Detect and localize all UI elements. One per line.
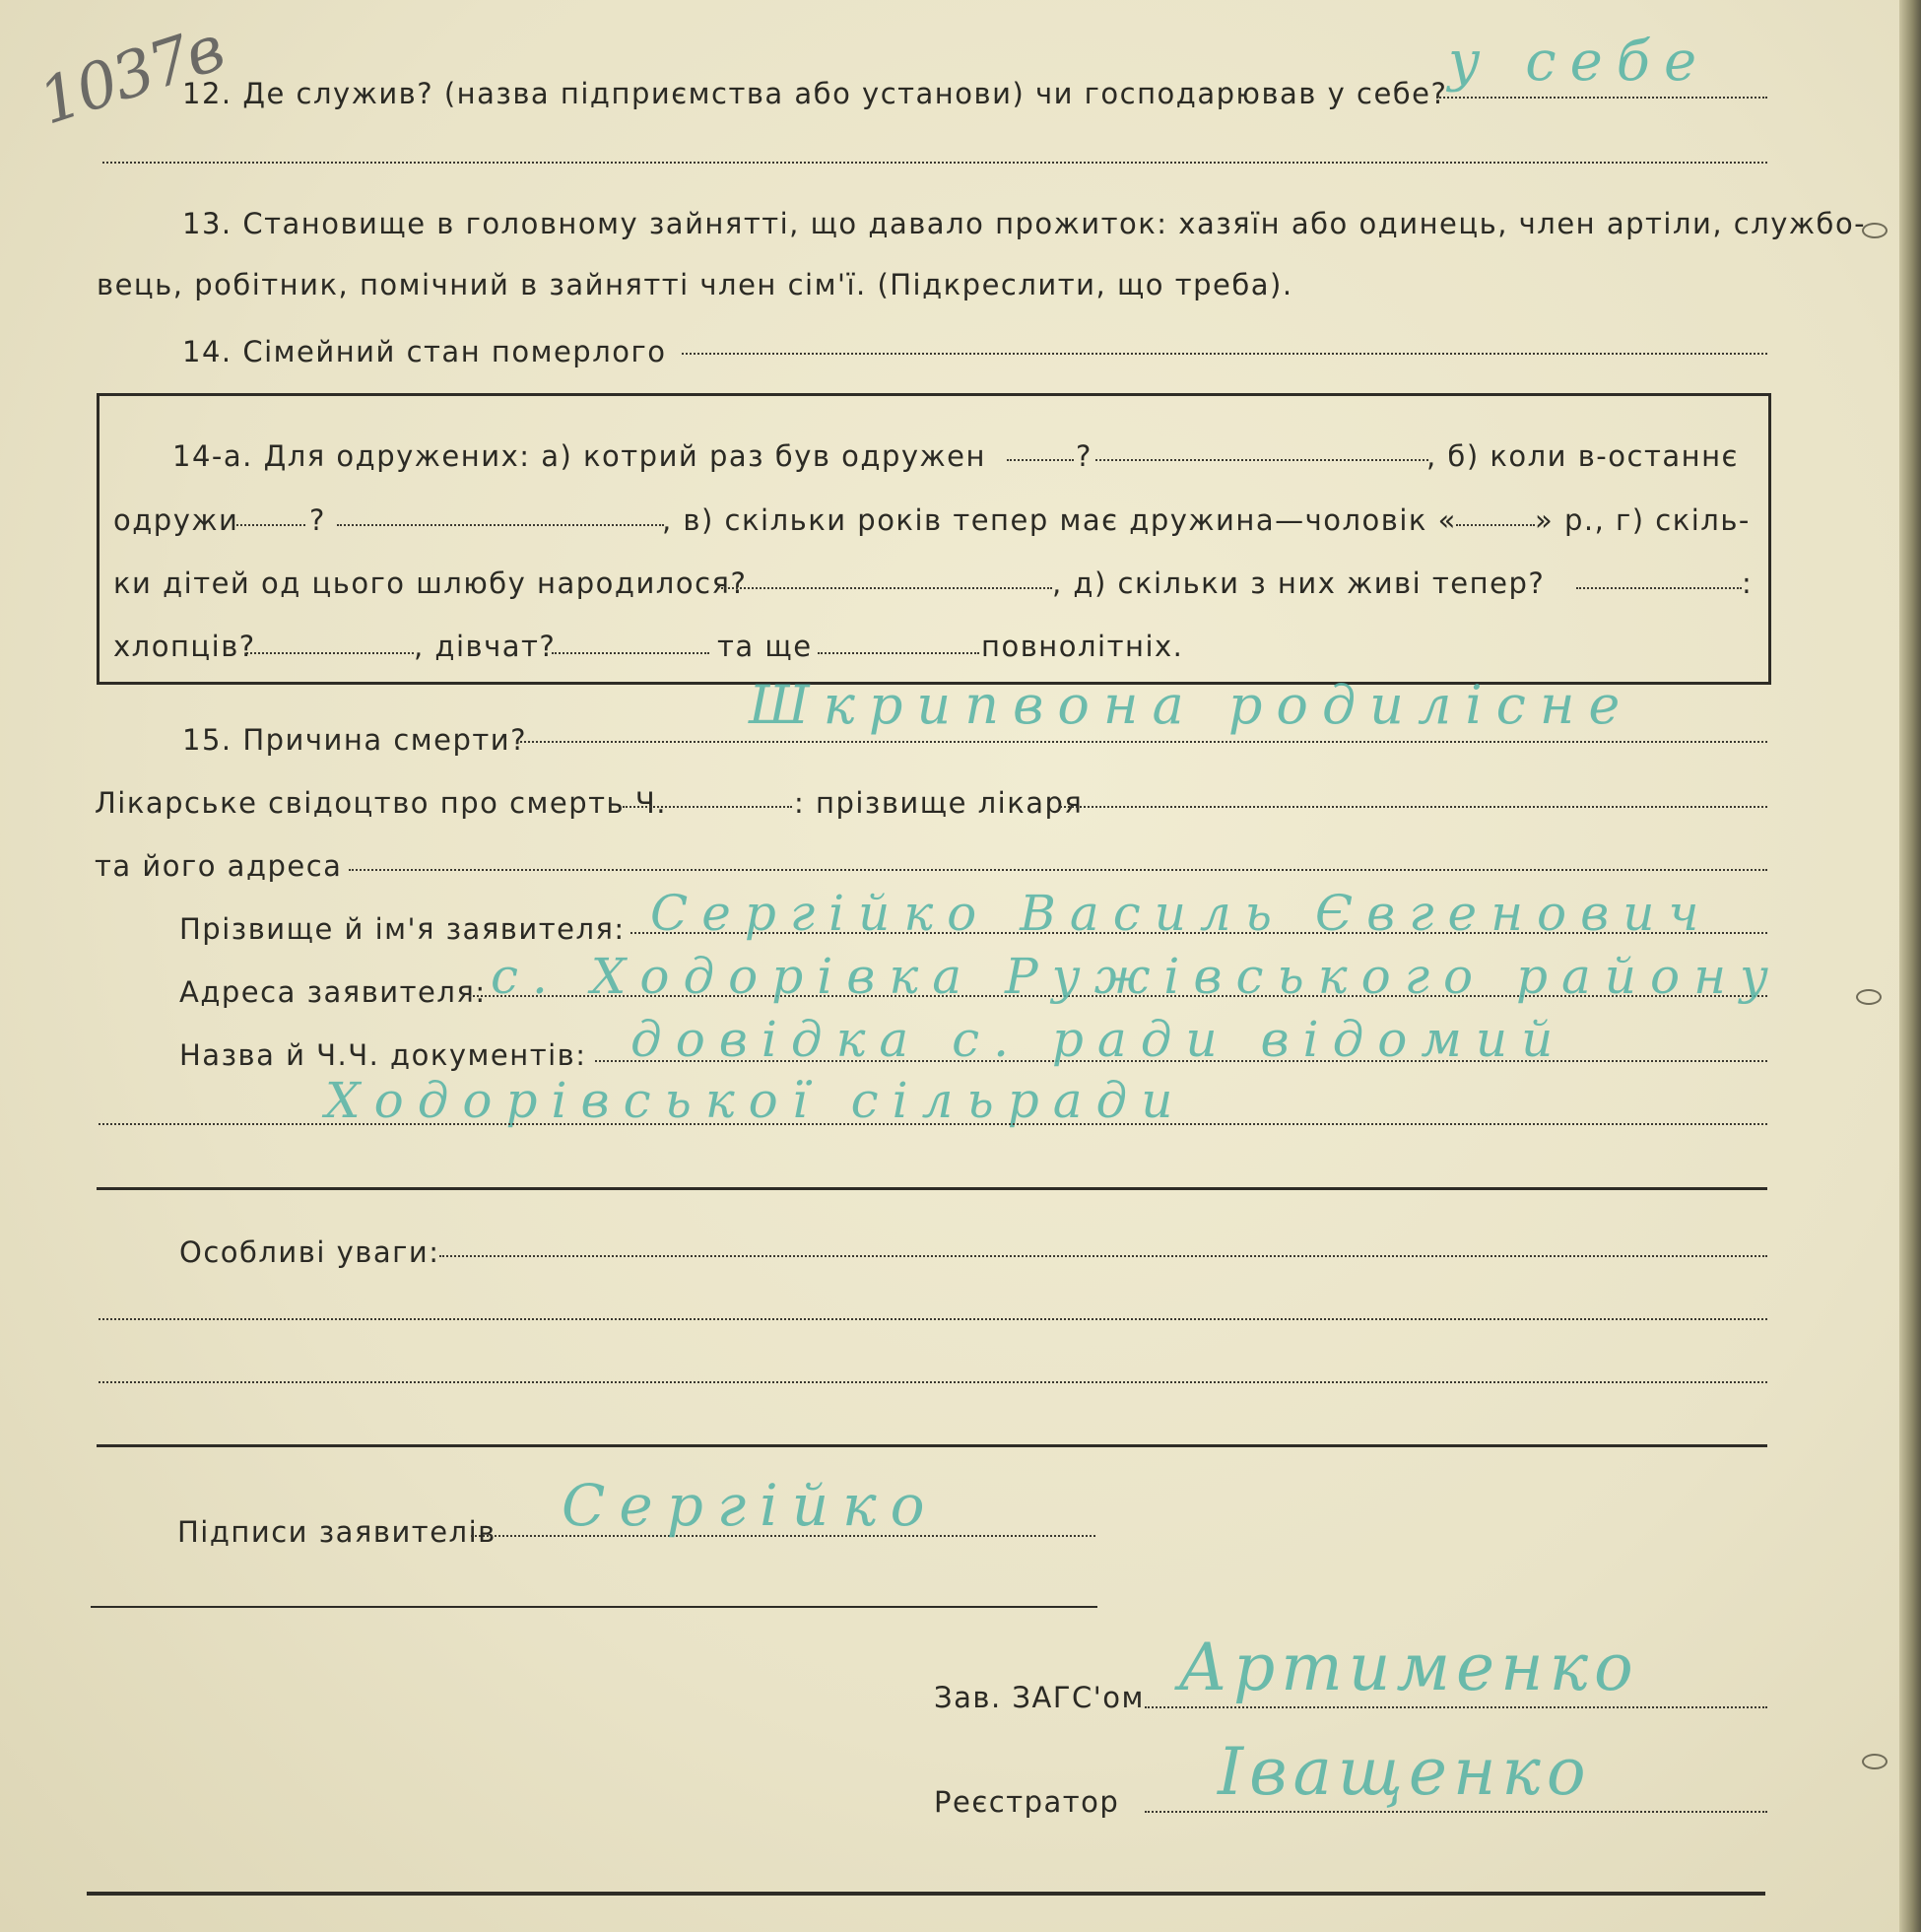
applicant-name-label: Прізвище й ім'я заявителя:: [179, 912, 626, 946]
special-notes-label: Особливі уваги:: [179, 1235, 440, 1269]
q14a-field-last-married: [236, 524, 305, 526]
zags-head-signature: Артименко: [1178, 1630, 1639, 1705]
page-edge-shadow: [1899, 0, 1921, 1932]
q14a-field-times-married-answer: [1095, 459, 1428, 461]
q14a-line4-b: , дівчат?: [414, 630, 557, 663]
doctor-surname-line: [1060, 806, 1767, 808]
applicant-signature: Сергійко: [562, 1472, 939, 1539]
q14a-line4-c: та ще: [717, 630, 813, 663]
documents-label: Назва й Ч.Ч. документів:: [179, 1038, 587, 1072]
documents-handwritten-1: довідка с. ради відомий: [630, 1011, 1567, 1068]
q14a-line4-d: повнолітніх.: [981, 630, 1184, 663]
q14a-line3-a: ки дітей од цього шлюбу народилося?: [113, 566, 748, 600]
documents-handwritten-2: Ходорівської сільради: [325, 1072, 1187, 1129]
q12-handwritten-answer: у себе: [1448, 30, 1711, 94]
punch-hole-mark: [1856, 989, 1882, 1005]
q14a-married-box: [97, 393, 1771, 685]
registrar-signature: Іващенко: [1218, 1734, 1592, 1810]
margin-archive-number: 1037в: [31, 12, 232, 140]
q12-label: 12. Де служив? (назва підприємства або установи) чи господарював у себе?: [182, 77, 1448, 110]
zags-head-signature-line: [1145, 1706, 1767, 1708]
q15-answer-line: [516, 741, 1767, 743]
doctor-surname-label: : прізвище лікаря: [794, 786, 1084, 820]
applicant-signatures-label: Підписи заявителів: [177, 1515, 497, 1549]
q14a-line1-a: 14-а. Для одружених: а) котрий раз був одружен: [172, 439, 986, 473]
special-notes-line-1: [439, 1255, 1767, 1257]
special-notes-line-2: [99, 1318, 1767, 1320]
doctor-address-label: та його адреса: [95, 849, 343, 883]
q14-answer-line: [682, 353, 1767, 355]
signature-divider: [91, 1606, 1097, 1608]
applicant-address-handwritten: с. Ходорівка Ружівського району: [491, 948, 1783, 1005]
punch-hole-mark: [1862, 223, 1888, 238]
bottom-rule: [87, 1892, 1765, 1896]
q15-label: 15. Причина смерти?: [182, 723, 528, 757]
punch-hole-mark: [1862, 1754, 1888, 1769]
q14a-field-times-married: [1007, 459, 1074, 461]
q14a-line3-b: , д) скільки з них живі тепер?: [1052, 566, 1546, 600]
q14a-line1-b: , б) коли в-останнє: [1426, 439, 1739, 473]
medical-certificate-label: Лікарське свідоцтво про смерть Ч.: [95, 786, 667, 820]
q13-line-2: вець, робітник, помічний в зайнятті член сім'ї. (Підкреслити, що треба).: [97, 268, 1293, 301]
q14a-field-spouse-age: [1456, 524, 1535, 526]
q14a-line2-b: , в) скільки років тепер має дружина—чоловік «: [662, 503, 1457, 537]
applicant-address-label: Адреса заявителя:: [179, 975, 487, 1009]
registrar-label: Реєстратор: [934, 1785, 1120, 1819]
documents-continuation-line: [99, 1123, 1767, 1125]
doctor-address-line: [349, 869, 1767, 871]
q14a-field-last-married-answer: [337, 524, 664, 526]
q15-handwritten-cause: Шкрипвона родилісне: [749, 674, 1634, 736]
q12-answer-line: [1436, 97, 1767, 99]
section-divider-2: [97, 1444, 1767, 1447]
section-divider-1: [97, 1187, 1767, 1190]
registrar-signature-line: [1145, 1811, 1767, 1813]
q14a-line2-a: одружи: [113, 503, 239, 537]
applicant-name-handwritten: Сергійко Василь Євгенович: [650, 885, 1713, 942]
q14-label: 14. Сімейний стан померлого: [182, 335, 667, 368]
q14a-question-mark-1: ?: [1076, 439, 1093, 473]
special-notes-line-3: [99, 1381, 1767, 1383]
q13-line-1: 13. Становище в головному зайнятті, що давало прожиток: хазяїн або одинець, член артіли, службо-: [182, 207, 1867, 240]
q14a-line2-c: » р., г) скіль-: [1535, 503, 1751, 537]
zags-head-label: Зав. ЗАГС'ом: [934, 1681, 1145, 1714]
q14a-field-adults: [818, 652, 979, 654]
q14a-field-boys: [246, 652, 414, 654]
q14a-field-children-born: [721, 587, 1052, 589]
q14a-question-mark-2: ?: [309, 503, 326, 537]
q14a-line4-a: хлопців?: [113, 630, 256, 663]
q14a-field-children-alive: [1576, 587, 1742, 589]
q12-continuation-line: [102, 162, 1767, 164]
medical-certificate-number-line: [623, 806, 792, 808]
q14a-line3-c: :: [1742, 566, 1754, 600]
q14a-field-girls: [552, 652, 709, 654]
